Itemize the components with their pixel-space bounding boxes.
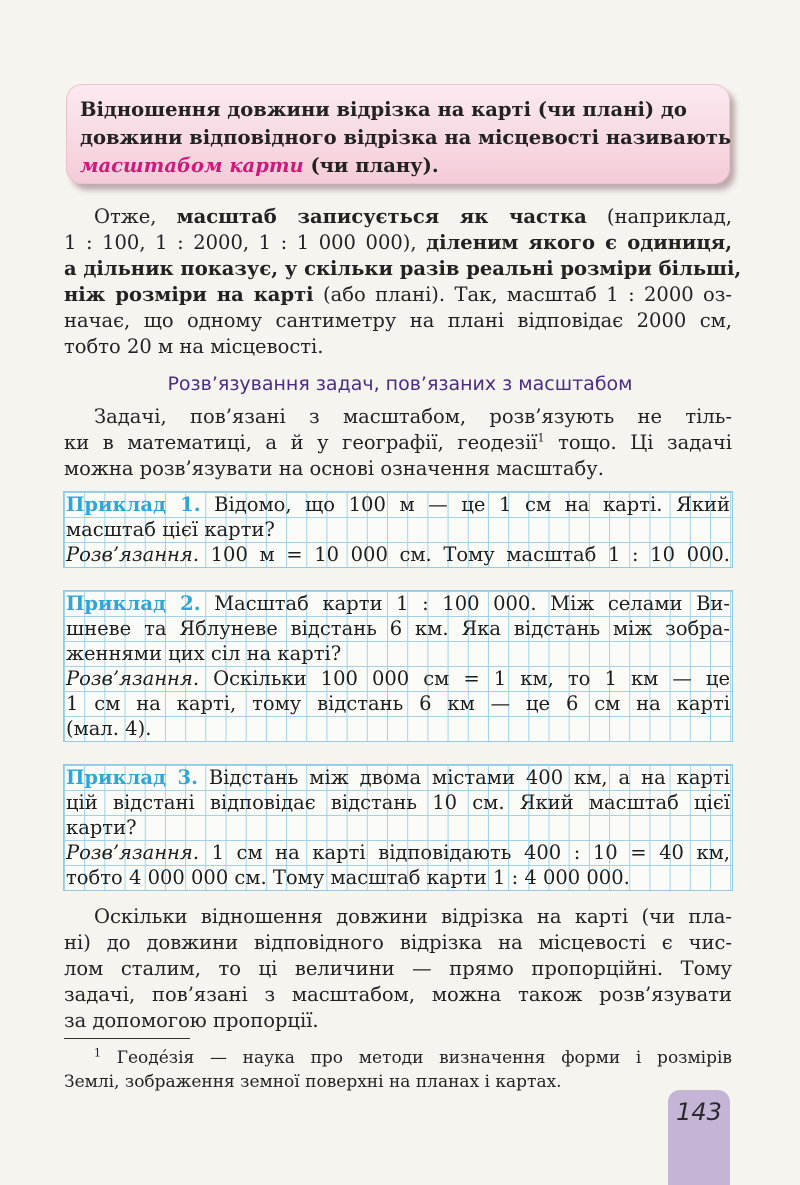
- definition-line: [80, 152, 720, 180]
- text-line: задачі, пов’язані з масштабом, можна також розв’язувати: [64, 983, 732, 1006]
- text-line: Землі, зображення земної поверхні на планах і картах.: [64, 1072, 562, 1092]
- text-line: [64, 591, 732, 616]
- text-line: шневе та Яблуневе відстань 6 км. Яка відстань між зобра-: [66, 617, 730, 640]
- text-line: [64, 204, 732, 230]
- text-span: 1 см на карті відповідають 400 : 10 = 40 км,: [211, 841, 731, 864]
- example-label: Приклад 1.: [66, 493, 201, 516]
- example-1-box: [63, 491, 733, 568]
- definition-tail: (чи плану).: [310, 154, 439, 177]
- text-span: Геодéзія — наука про методи визначення форми і розмірів: [116, 1048, 732, 1068]
- text-line: [64, 1046, 732, 1070]
- example-3-box: [63, 764, 733, 891]
- text-line: 1 см на карті, тому відстань 6 км — це 6 см на карті: [66, 692, 730, 715]
- example-label: Приклад 3.: [66, 766, 198, 789]
- text-span: Отже,: [94, 205, 157, 228]
- paragraph-scale-notation: [64, 204, 742, 360]
- example-label: Приклад 2.: [66, 592, 201, 615]
- example-2-box: [63, 590, 733, 742]
- text-line: карти?: [66, 816, 137, 839]
- definition-line: довжини відповідного відрізка на місцевості називають: [80, 126, 732, 149]
- solution-label: Розв’язання.: [66, 543, 200, 566]
- text-line: цій відстані відповідає відстань 10 см. Який масштаб цієї: [66, 791, 730, 814]
- text-line: [64, 765, 732, 790]
- paragraph-intro: [64, 404, 732, 482]
- bold-span: ніж розміри на карті: [64, 283, 314, 306]
- text-line: тобто 20 м на місцевості.: [64, 335, 324, 358]
- paragraph-proportion: [64, 904, 732, 1034]
- text-line: [64, 542, 732, 567]
- solution-label: Розв’язання.: [66, 667, 200, 690]
- text-span: Відомо, що 100 м — це 1 см на карті. Який: [214, 493, 730, 516]
- text-line: Оскільки відношення довжини відрізка на карті (чи пла-: [94, 905, 732, 928]
- page-number: 143: [676, 1098, 722, 1126]
- footnote: [64, 1046, 732, 1094]
- footnote-marker: 1: [94, 1046, 101, 1060]
- text-span: Оскільки 100 000 см = 1 км, то 1 км — це: [213, 667, 731, 690]
- section-heading: Розв’язування задач, пов’язаних з масштабом: [167, 373, 633, 395]
- text-span: (або плані). Так, масштаб 1 : 2000 оз-: [322, 283, 732, 306]
- text-line: [64, 256, 742, 282]
- text-line: можна розв’язувати на основі означення масштабу.: [64, 457, 604, 480]
- text-line: начає, що одному сантиметру на плані відповідає 2000 см,: [64, 309, 732, 332]
- bold-span: діленим якого є одиниця,: [426, 231, 732, 254]
- text-line: масштаб цієї карти?: [66, 518, 275, 541]
- text-span: ки в математиці, а й у географії, геодезії: [64, 431, 538, 454]
- solution-label: Розв’язання.: [66, 841, 200, 864]
- footnote-divider: [64, 1038, 190, 1039]
- text-span: 100 м = 10 000 см. Тому масштаб 1 : 10 000.: [210, 543, 731, 566]
- text-line: [64, 282, 732, 308]
- text-line: (мал. 4).: [66, 717, 152, 740]
- text-line: [64, 230, 732, 256]
- text-line: [64, 666, 732, 691]
- text-line: женнями цих сіл на карті?: [66, 642, 342, 665]
- text-line: ні) до довжини відповідного відрізка на місцевості є чис-: [64, 931, 732, 954]
- text-line: [64, 492, 732, 517]
- bold-span: масштаб записується як частка: [176, 205, 587, 228]
- text-span: (наприклад,: [606, 205, 733, 228]
- text-line: [64, 430, 732, 456]
- definition-text: [80, 96, 732, 180]
- footnote-ref: 1: [537, 431, 545, 445]
- definition-line: Відношення довжини відрізка на карті (чи плані) до: [80, 98, 687, 121]
- text-line: [64, 840, 732, 865]
- text-span: Відстань між двома містами 400 км, а на карті: [208, 766, 731, 789]
- text-line: Задачі, пов’язані з масштабом, розв’язують не тіль-: [94, 405, 732, 428]
- bold-span: а дільник показує, у скільки разів реальні розміри більші,: [64, 257, 742, 280]
- text-span: тощо. Ці задачі: [558, 431, 732, 454]
- text-span: Масштаб карти 1 : 100 000. Між селами Ви-: [214, 592, 730, 615]
- text-span: 1 : 100, 1 : 2000, 1 : 1 000 000),: [64, 231, 417, 254]
- definition-term: масштабом карти: [80, 154, 304, 177]
- text-line: лом сталим, то ці величини — прямо пропорційні. Тому: [64, 957, 732, 980]
- text-line: тобто 4 000 000 см. Тому масштаб карти 1 : 4 000 000.: [66, 866, 630, 889]
- text-line: за допомогою пропорції.: [64, 1009, 319, 1032]
